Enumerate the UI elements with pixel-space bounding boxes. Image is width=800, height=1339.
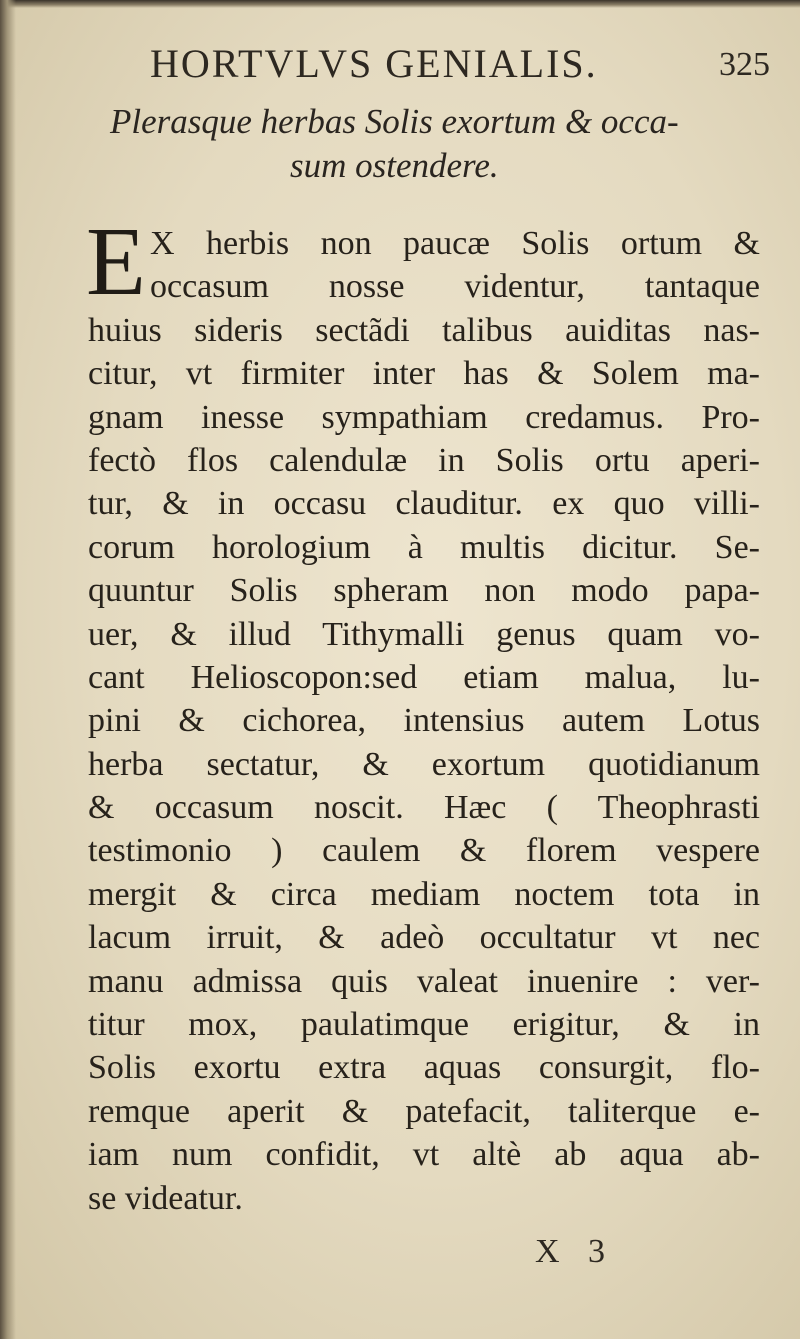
page-top-edge xyxy=(0,0,800,8)
text-line: gnam inesse sympathiam credamus. Pro- xyxy=(88,398,760,436)
text-line: occasum nosse videntur, tantaque xyxy=(150,268,760,306)
chapter-subtitle xyxy=(110,100,760,188)
text-line: se videatur. xyxy=(88,1179,243,1217)
text-line: & occasum noscit. Hæc ( Theophrasti xyxy=(88,789,760,827)
text-line: lacum irruit, & adeò occultatur vt nec xyxy=(88,919,760,957)
text-line: corum horologium à multis dicitur. Se- xyxy=(88,528,760,566)
text-line: titur mox, paulatimque erigitur, & in xyxy=(88,1006,760,1044)
running-head: HORTVLVS GENIALIS. xyxy=(150,41,598,86)
text-line: pini & cichorea, intensius autem Lotus xyxy=(88,702,760,740)
drop-cap: E xyxy=(86,208,146,316)
binding-shadow xyxy=(0,0,16,1339)
text-line: iam num confidit, vt altè ab aqua ab- xyxy=(88,1136,760,1174)
page-number: 325 xyxy=(719,46,770,83)
page-header xyxy=(150,40,770,100)
text-line: manu admissa quis valeat inuenire : ver- xyxy=(88,962,760,1000)
text-line: Solis exortu extra aquas consurgit, flo- xyxy=(88,1049,760,1087)
text-line: uer, & illud Tithymalli genus quam vo- xyxy=(88,615,760,653)
text-line: X herbis non paucæ Solis ortum & xyxy=(150,225,760,262)
text-line: quuntur Solis spheram non modo papa- xyxy=(88,572,760,610)
text-line: remque aperit & patefacit, taliterque e- xyxy=(88,1092,760,1130)
text-line: herba sectatur, & exortum quotidianum xyxy=(88,745,760,783)
body-text xyxy=(86,208,760,1220)
signature-mark: X 3 xyxy=(535,1233,616,1270)
text-line: huius sideris sectãdi talibus auiditas nas- xyxy=(88,311,760,349)
text-line: citur, vt firmiter inter has & Solem ma- xyxy=(88,355,760,393)
text-line: cant Helioscopon:sed etiam malua, lu- xyxy=(88,658,760,696)
subtitle-line-1: Plerasque herbas Solis exortum & occa- xyxy=(110,102,679,141)
text-line: mergit & circa mediam noctem tota in xyxy=(88,875,760,913)
text-line: tur, & in occasu clauditur. ex quo villi- xyxy=(88,485,760,523)
text-line: testimonio ) caulem & florem vespere xyxy=(88,832,760,870)
subtitle-line-2: sum ostendere. xyxy=(290,146,499,185)
text-line: fectò flos calendulæ in Solis ortu aperi- xyxy=(88,441,760,479)
